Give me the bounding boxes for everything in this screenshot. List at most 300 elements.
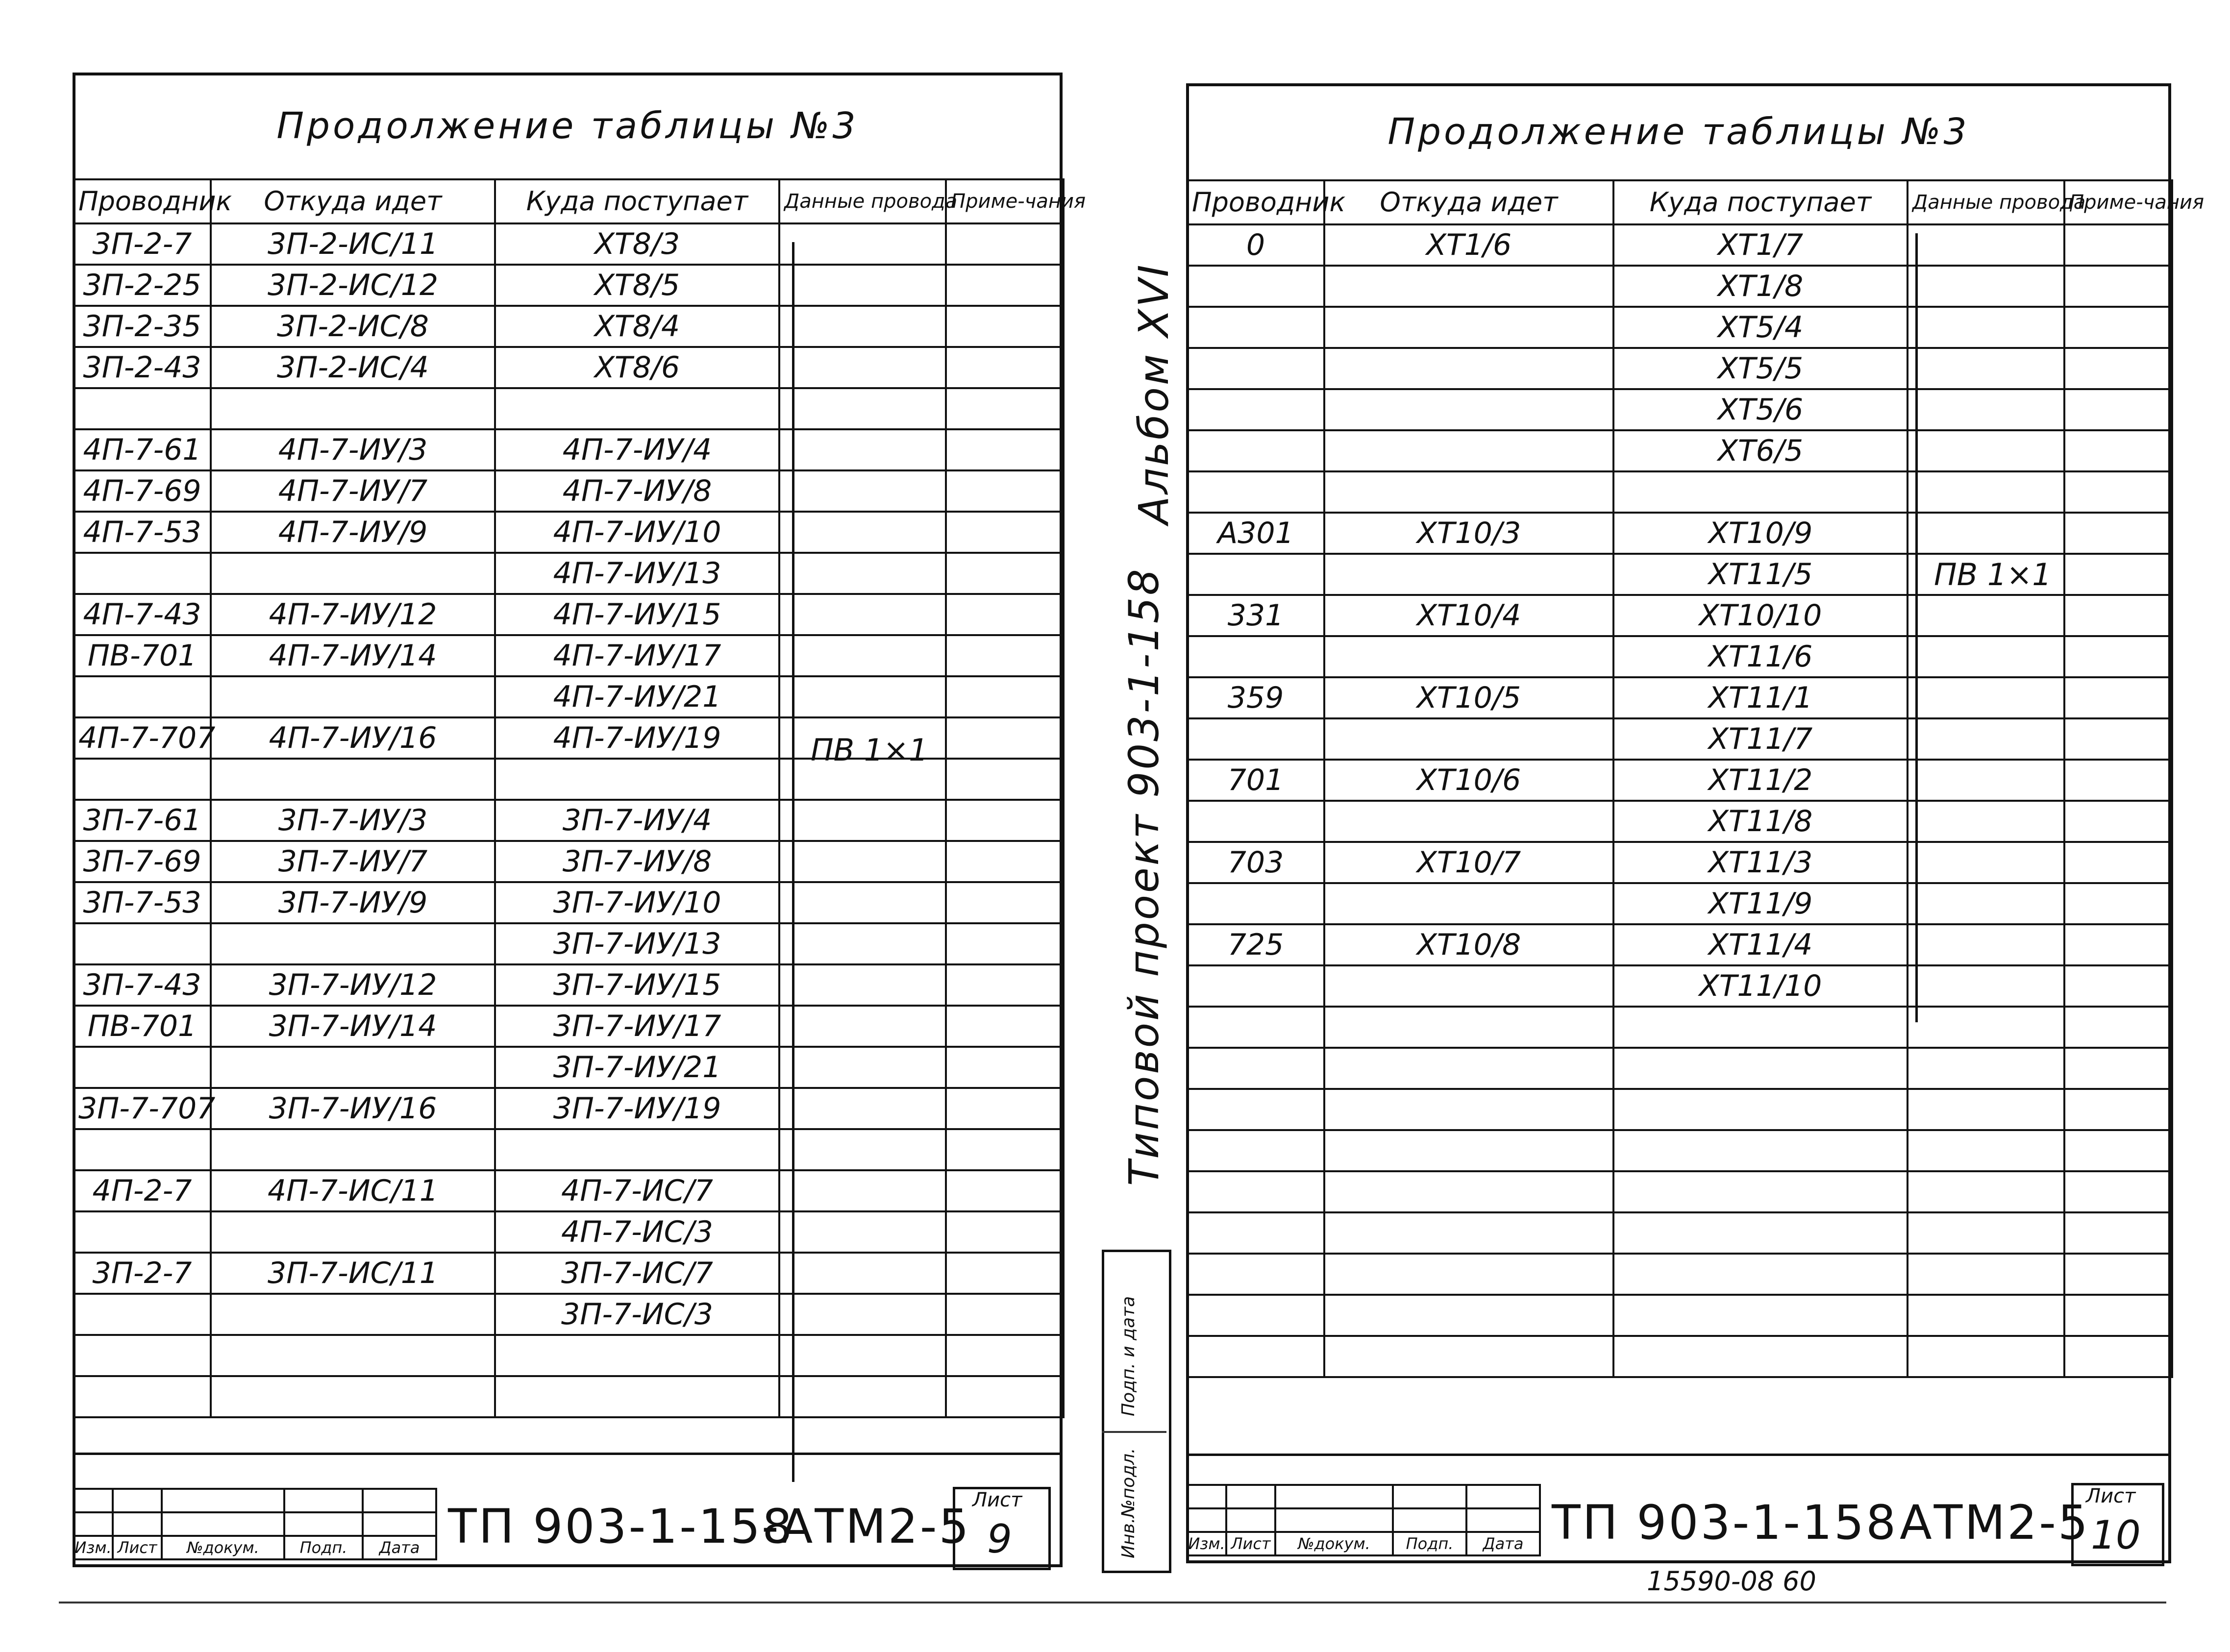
table-row bbox=[1187, 760, 2172, 801]
table-row bbox=[74, 1047, 1064, 1088]
cell-conductor bbox=[1187, 348, 1324, 389]
cell-from bbox=[211, 388, 495, 429]
cell-from bbox=[1324, 718, 1613, 760]
cell-from bbox=[1324, 348, 1613, 389]
cell-conductor bbox=[74, 553, 211, 594]
cell-to: ХТ11/2 bbox=[1613, 760, 1908, 801]
cell-from: 4П-7-ИУ/7 bbox=[211, 470, 495, 512]
cell-conductor bbox=[74, 1211, 211, 1253]
cell-notes bbox=[2064, 883, 2172, 924]
cell-from bbox=[211, 1047, 495, 1088]
cell-notes bbox=[946, 512, 1064, 553]
cell-wire-data bbox=[1908, 1336, 2064, 1377]
cell-conductor bbox=[1187, 471, 1324, 513]
cell-conductor: 0 bbox=[1187, 224, 1324, 266]
table-row bbox=[1187, 677, 2172, 718]
table-row bbox=[1187, 1130, 2172, 1171]
cell-from: ХТ10/7 bbox=[1324, 842, 1613, 883]
cell-notes bbox=[946, 800, 1064, 841]
cell-wire-data bbox=[1908, 348, 2064, 389]
cell-to: ХТ11/1 bbox=[1613, 677, 1908, 718]
cell-conductor: 3П-2-43 bbox=[74, 347, 211, 388]
cell-conductor bbox=[1187, 883, 1324, 924]
cell-wire-data bbox=[779, 553, 946, 594]
table-row bbox=[74, 1170, 1064, 1211]
cell-wire-data bbox=[779, 1335, 946, 1376]
cell-conductor: 701 bbox=[1187, 760, 1324, 801]
table-row bbox=[1187, 307, 2172, 348]
cell-wire-data bbox=[1908, 595, 2064, 636]
cell-notes bbox=[946, 223, 1064, 265]
stamp-label-doc: №докум. bbox=[1275, 1532, 1393, 1555]
cell-from: 3П-2-ИС/8 bbox=[211, 306, 495, 347]
cell-notes bbox=[946, 594, 1064, 635]
cell-to: 3П-7-ИУ/21 bbox=[495, 1047, 779, 1088]
left-wire-brace bbox=[792, 242, 794, 1482]
cell-notes bbox=[2064, 307, 2172, 348]
header-from: Откуда идет bbox=[1324, 180, 1613, 224]
table-row bbox=[1187, 924, 2172, 965]
cell-wire-data bbox=[1908, 266, 2064, 307]
cell-conductor bbox=[74, 1335, 211, 1376]
table-row bbox=[1187, 1254, 2172, 1295]
cell-conductor: 703 bbox=[1187, 842, 1324, 883]
cell-notes bbox=[2064, 842, 2172, 883]
cell-conductor bbox=[1187, 718, 1324, 760]
cell-conductor bbox=[1187, 389, 1324, 430]
table-header-row bbox=[74, 179, 1064, 223]
right-drawing-code: ТП 903-1-158 bbox=[1552, 1495, 1898, 1550]
cell-from bbox=[1324, 1048, 1613, 1089]
cell-from bbox=[1324, 554, 1613, 595]
cell-to bbox=[1613, 1254, 1908, 1295]
cell-conductor bbox=[1187, 554, 1324, 595]
table-row bbox=[74, 1088, 1064, 1129]
cell-wire-data bbox=[779, 964, 946, 1006]
cell-notes bbox=[946, 1294, 1064, 1335]
cell-wire-data bbox=[779, 1006, 946, 1047]
cell-from: ХТ1/6 bbox=[1324, 224, 1613, 266]
cell-from bbox=[1324, 1130, 1613, 1171]
cell-to: 3П-7-ИС/7 bbox=[495, 1253, 779, 1294]
cell-to: 4П-7-ИУ/21 bbox=[495, 676, 779, 717]
table-row bbox=[1187, 1048, 2172, 1089]
table-row bbox=[1187, 595, 2172, 636]
cell-conductor bbox=[1187, 1295, 1324, 1336]
cell-wire-data bbox=[779, 265, 946, 306]
table-row bbox=[74, 635, 1064, 676]
cell-notes bbox=[2064, 595, 2172, 636]
table-row bbox=[74, 1294, 1064, 1335]
cell-wire-data bbox=[1908, 224, 2064, 266]
cell-from bbox=[211, 1376, 495, 1417]
cell-from bbox=[1324, 965, 1613, 1007]
cell-conductor: 3П-7-53 bbox=[74, 882, 211, 923]
table-row bbox=[1187, 883, 2172, 924]
cell-to: 4П-7-ИС/7 bbox=[495, 1170, 779, 1211]
cell-wire-data bbox=[1908, 636, 2064, 677]
cell-notes bbox=[2064, 1048, 2172, 1089]
right-sheet bbox=[1186, 83, 2205, 1563]
cell-notes bbox=[2064, 1007, 2172, 1048]
table-row bbox=[1187, 718, 2172, 760]
table-row bbox=[74, 553, 1064, 594]
cell-wire-data bbox=[1908, 842, 2064, 883]
cell-to bbox=[1613, 1048, 1908, 1089]
cell-notes bbox=[946, 1170, 1064, 1211]
cell-notes bbox=[2064, 636, 2172, 677]
cell-wire-data bbox=[779, 800, 946, 841]
cell-to bbox=[1613, 1212, 1908, 1254]
left-sheet bbox=[73, 73, 1086, 1567]
cell-wire-data bbox=[1908, 1295, 2064, 1336]
cell-notes bbox=[946, 1006, 1064, 1047]
cell-wire-data bbox=[1908, 883, 2064, 924]
cell-to: 4П-7-ИУ/19 bbox=[495, 717, 779, 759]
cell-conductor: А301 bbox=[1187, 513, 1324, 554]
cell-from bbox=[211, 1129, 495, 1170]
table-row bbox=[1187, 471, 2172, 513]
cell-to: ХТ8/5 bbox=[495, 265, 779, 306]
cell-conductor bbox=[74, 1129, 211, 1170]
cell-notes bbox=[946, 1047, 1064, 1088]
cell-wire-data bbox=[779, 223, 946, 265]
cell-to: ХТ10/10 bbox=[1613, 595, 1908, 636]
right-sheet-label: Лист bbox=[2086, 1485, 2136, 1507]
cell-conductor bbox=[74, 1294, 211, 1335]
table-row bbox=[1187, 430, 2172, 471]
cell-conductor bbox=[1187, 801, 1324, 842]
cell-notes bbox=[946, 429, 1064, 470]
stamp-label-sign: Подп. bbox=[284, 1536, 363, 1559]
cell-to bbox=[495, 388, 779, 429]
table-row bbox=[1187, 389, 2172, 430]
cell-conductor: 3П-7-69 bbox=[74, 841, 211, 882]
cell-wire-data bbox=[779, 923, 946, 964]
album-label: Альбом XVI bbox=[1130, 263, 1178, 524]
cell-notes bbox=[946, 470, 1064, 512]
left-wire-table bbox=[73, 178, 1086, 1418]
cell-to: ХТ6/5 bbox=[1613, 430, 1908, 471]
table-row bbox=[74, 800, 1064, 841]
cell-from: ХТ10/8 bbox=[1324, 924, 1613, 965]
cell-conductor: 4П-7-61 bbox=[74, 429, 211, 470]
cell-conductor bbox=[74, 923, 211, 964]
cell-wire-data bbox=[1908, 718, 2064, 760]
cell-notes bbox=[2064, 965, 2172, 1007]
left-drawing-suffix: -АТМ2-5 bbox=[762, 1499, 971, 1554]
table-row bbox=[1187, 1212, 2172, 1254]
table-row bbox=[74, 265, 1064, 306]
cell-notes bbox=[946, 1211, 1064, 1253]
cell-conductor bbox=[74, 759, 211, 800]
cell-from bbox=[1324, 307, 1613, 348]
cell-notes bbox=[2064, 1089, 2172, 1130]
cell-to: 4П-7-ИУ/17 bbox=[495, 635, 779, 676]
cell-from bbox=[1324, 1336, 1613, 1377]
right-sheet-title: Продолжение таблицы №3 bbox=[1388, 111, 1970, 153]
cell-to: ХТ8/3 bbox=[495, 223, 779, 265]
cell-conductor: 4П-2-7 bbox=[74, 1170, 211, 1211]
cell-to bbox=[1613, 1007, 1908, 1048]
cell-to: ХТ11/7 bbox=[1613, 718, 1908, 760]
cell-conductor: 4П-7-707 bbox=[74, 717, 211, 759]
stamp-label-sign: Подп. bbox=[1393, 1532, 1466, 1555]
cell-wire-data bbox=[779, 1170, 946, 1211]
right-wire-data-value: ПВ 1×1 bbox=[1934, 557, 2052, 592]
left-stamp-grid bbox=[73, 1488, 437, 1560]
cell-notes bbox=[2064, 1130, 2172, 1171]
cell-notes bbox=[946, 717, 1064, 759]
header-conductor: Проводник bbox=[1187, 180, 1324, 224]
cell-notes bbox=[946, 306, 1064, 347]
cell-to: ХТ10/9 bbox=[1613, 513, 1908, 554]
header-conductor: Проводник bbox=[74, 179, 211, 223]
table-row bbox=[74, 923, 1064, 964]
cell-notes bbox=[2064, 1254, 2172, 1295]
left-sheet-title: Продолжение таблицы №3 bbox=[276, 105, 859, 147]
stamp-label-date: Дата bbox=[1466, 1532, 1540, 1555]
cell-conductor: 4П-7-43 bbox=[74, 594, 211, 635]
cell-notes bbox=[946, 553, 1064, 594]
cell-wire-data bbox=[1908, 513, 2064, 554]
cell-to: ХТ5/6 bbox=[1613, 389, 1908, 430]
cell-wire-data bbox=[779, 594, 946, 635]
table-row bbox=[74, 388, 1064, 429]
cell-notes bbox=[2064, 1212, 2172, 1254]
table-row bbox=[74, 964, 1064, 1006]
cell-conductor: 4П-7-69 bbox=[74, 470, 211, 512]
cell-wire-data bbox=[1908, 471, 2064, 513]
cell-notes bbox=[2064, 677, 2172, 718]
cell-to bbox=[1613, 1130, 1908, 1171]
table-row bbox=[74, 1006, 1064, 1047]
cell-wire-data bbox=[1908, 389, 2064, 430]
side-label-inventory: Инв.№подл. bbox=[1118, 1448, 1139, 1558]
cell-from bbox=[211, 676, 495, 717]
cell-from bbox=[1324, 389, 1613, 430]
cell-conductor: 3П-7-707 bbox=[74, 1088, 211, 1129]
cell-to bbox=[1613, 1089, 1908, 1130]
table-row bbox=[1187, 224, 2172, 266]
cell-to: ХТ11/6 bbox=[1613, 636, 1908, 677]
cell-from: ХТ10/3 bbox=[1324, 513, 1613, 554]
stamp-label-sheet: Лист bbox=[113, 1536, 162, 1559]
stamp-label-doc: №докум. bbox=[162, 1536, 284, 1559]
right-wire-brace bbox=[1915, 233, 1918, 1022]
cell-conductor bbox=[1187, 266, 1324, 307]
cell-wire-data bbox=[779, 1088, 946, 1129]
cell-from bbox=[1324, 1212, 1613, 1254]
cell-from bbox=[211, 1335, 495, 1376]
cell-conductor: 3П-2-25 bbox=[74, 265, 211, 306]
table-row bbox=[74, 594, 1064, 635]
cell-from: 3П-7-ИУ/16 bbox=[211, 1088, 495, 1129]
header-from: Откуда идет bbox=[211, 179, 495, 223]
cell-notes bbox=[2064, 1171, 2172, 1212]
cell-to bbox=[1613, 1295, 1908, 1336]
side-stamp-divider bbox=[1102, 1431, 1166, 1433]
cell-from bbox=[1324, 1171, 1613, 1212]
cell-from bbox=[1324, 1007, 1613, 1048]
cell-conductor bbox=[1187, 1171, 1324, 1212]
cell-from: ХТ10/5 bbox=[1324, 677, 1613, 718]
cell-wire-data bbox=[1908, 924, 2064, 965]
cell-from bbox=[1324, 801, 1613, 842]
cell-from bbox=[1324, 1089, 1613, 1130]
cell-from bbox=[211, 923, 495, 964]
cell-to bbox=[495, 1129, 779, 1170]
cell-wire-data bbox=[779, 388, 946, 429]
table-row bbox=[1187, 1295, 2172, 1336]
cell-to bbox=[1613, 1336, 1908, 1377]
cell-from: 3П-7-ИУ/9 bbox=[211, 882, 495, 923]
cell-wire-data bbox=[1908, 1048, 2064, 1089]
cell-from bbox=[1324, 636, 1613, 677]
cell-to: 3П-7-ИУ/13 bbox=[495, 923, 779, 964]
cell-conductor bbox=[1187, 965, 1324, 1007]
cell-from: 4П-7-ИУ/3 bbox=[211, 429, 495, 470]
cell-conductor bbox=[74, 1376, 211, 1417]
cell-from bbox=[211, 1294, 495, 1335]
cell-notes bbox=[2064, 224, 2172, 266]
cell-from bbox=[1324, 1295, 1613, 1336]
table-row bbox=[74, 841, 1064, 882]
cell-from bbox=[1324, 430, 1613, 471]
cell-wire-data bbox=[779, 676, 946, 717]
cell-conductor bbox=[1187, 430, 1324, 471]
cell-wire-data bbox=[779, 1376, 946, 1417]
cell-from bbox=[211, 1211, 495, 1253]
cell-to bbox=[1613, 1171, 1908, 1212]
left-sheet-number: 9 bbox=[987, 1516, 1012, 1562]
cell-from: 3П-2-ИС/12 bbox=[211, 265, 495, 306]
table-row bbox=[74, 1376, 1064, 1417]
cell-notes bbox=[2064, 389, 2172, 430]
table-row bbox=[74, 1253, 1064, 1294]
stamp-label-change: Изм. bbox=[1187, 1532, 1226, 1555]
cell-to: 3П-7-ИУ/4 bbox=[495, 800, 779, 841]
cell-conductor bbox=[1187, 1336, 1324, 1377]
cell-from: 4П-7-ИС/11 bbox=[211, 1170, 495, 1211]
cell-wire-data bbox=[1908, 1007, 2064, 1048]
cell-wire-data bbox=[1908, 965, 2064, 1007]
cell-from: 4П-7-ИУ/16 bbox=[211, 717, 495, 759]
cell-conductor: 331 bbox=[1187, 595, 1324, 636]
cell-to: ХТ1/8 bbox=[1613, 266, 1908, 307]
cell-wire-data bbox=[779, 882, 946, 923]
cell-conductor bbox=[1187, 1007, 1324, 1048]
table-row bbox=[74, 470, 1064, 512]
cell-from bbox=[1324, 471, 1613, 513]
project-label: Типовой проект 903-1-158 bbox=[1120, 567, 1168, 1186]
cell-wire-data bbox=[779, 306, 946, 347]
cell-conductor bbox=[1187, 307, 1324, 348]
cell-to: ХТ11/10 bbox=[1613, 965, 1908, 1007]
table-row bbox=[1187, 513, 2172, 554]
table-row bbox=[1187, 842, 2172, 883]
cell-wire-data bbox=[1908, 1089, 2064, 1130]
cell-notes bbox=[2064, 924, 2172, 965]
cell-wire-data bbox=[1908, 1254, 2064, 1295]
cell-conductor bbox=[1187, 636, 1324, 677]
table-row bbox=[1187, 1336, 2172, 1377]
cell-wire-data bbox=[779, 1294, 946, 1335]
cell-conductor bbox=[74, 676, 211, 717]
cell-to: ХТ11/8 bbox=[1613, 801, 1908, 842]
table-row bbox=[1187, 801, 2172, 842]
cell-conductor: 3П-7-43 bbox=[74, 964, 211, 1006]
cell-wire-data bbox=[1908, 1130, 2064, 1171]
cell-to: 4П-7-ИУ/10 bbox=[495, 512, 779, 553]
cell-to: 4П-7-ИУ/8 bbox=[495, 470, 779, 512]
cell-wire-data bbox=[779, 347, 946, 388]
cell-conductor bbox=[1187, 1130, 1324, 1171]
cell-from: 3П-7-ИУ/3 bbox=[211, 800, 495, 841]
cell-wire-data bbox=[1908, 430, 2064, 471]
table-row bbox=[1187, 1007, 2172, 1048]
cell-notes bbox=[946, 1253, 1064, 1294]
cell-notes bbox=[2064, 1295, 2172, 1336]
cell-notes bbox=[946, 265, 1064, 306]
cell-notes bbox=[2064, 554, 2172, 595]
table-row bbox=[74, 347, 1064, 388]
cell-to: 3П-7-ИС/3 bbox=[495, 1294, 779, 1335]
table-row bbox=[74, 429, 1064, 470]
cell-to: 4П-7-ИУ/13 bbox=[495, 553, 779, 594]
cell-to: 4П-7-ИУ/15 bbox=[495, 594, 779, 635]
cell-conductor bbox=[1187, 1048, 1324, 1089]
cell-wire-data bbox=[779, 841, 946, 882]
left-wire-data-value: ПВ 1×1 bbox=[811, 732, 928, 768]
cell-conductor: 359 bbox=[1187, 677, 1324, 718]
cell-wire-data bbox=[779, 1211, 946, 1253]
cell-notes bbox=[946, 388, 1064, 429]
cell-from: 4П-7-ИУ/14 bbox=[211, 635, 495, 676]
cell-from: 4П-7-ИУ/9 bbox=[211, 512, 495, 553]
header-to: Куда поступает bbox=[1613, 180, 1908, 224]
cell-wire-data bbox=[1908, 760, 2064, 801]
table-row bbox=[1187, 965, 2172, 1007]
cell-notes bbox=[2064, 513, 2172, 554]
cell-to: ХТ11/5 bbox=[1613, 554, 1908, 595]
cell-to bbox=[1613, 471, 1908, 513]
header-wire-data: Данные провода bbox=[779, 179, 946, 223]
cell-notes bbox=[946, 635, 1064, 676]
cell-conductor bbox=[1187, 1254, 1324, 1295]
cell-conductor: 3П-7-61 bbox=[74, 800, 211, 841]
table-row bbox=[74, 306, 1064, 347]
cell-to: ХТ11/9 bbox=[1613, 883, 1908, 924]
cell-notes bbox=[946, 676, 1064, 717]
table-row bbox=[1187, 1171, 2172, 1212]
cell-wire-data bbox=[1908, 801, 2064, 842]
cell-to: 4П-7-ИУ/4 bbox=[495, 429, 779, 470]
cell-conductor bbox=[74, 388, 211, 429]
cell-to: ХТ8/4 bbox=[495, 306, 779, 347]
left-drawing-code: ТП 903-1-158 bbox=[448, 1499, 794, 1554]
cell-to: 3П-7-ИУ/17 bbox=[495, 1006, 779, 1047]
cell-notes bbox=[2064, 718, 2172, 760]
cell-notes bbox=[2064, 760, 2172, 801]
cell-to: 3П-7-ИУ/10 bbox=[495, 882, 779, 923]
cell-from: ХТ10/4 bbox=[1324, 595, 1613, 636]
cell-conductor: 3П-2-35 bbox=[74, 306, 211, 347]
cell-notes bbox=[946, 964, 1064, 1006]
cell-notes bbox=[946, 347, 1064, 388]
cell-from bbox=[211, 759, 495, 800]
stamp-label-date: Дата bbox=[363, 1536, 436, 1559]
